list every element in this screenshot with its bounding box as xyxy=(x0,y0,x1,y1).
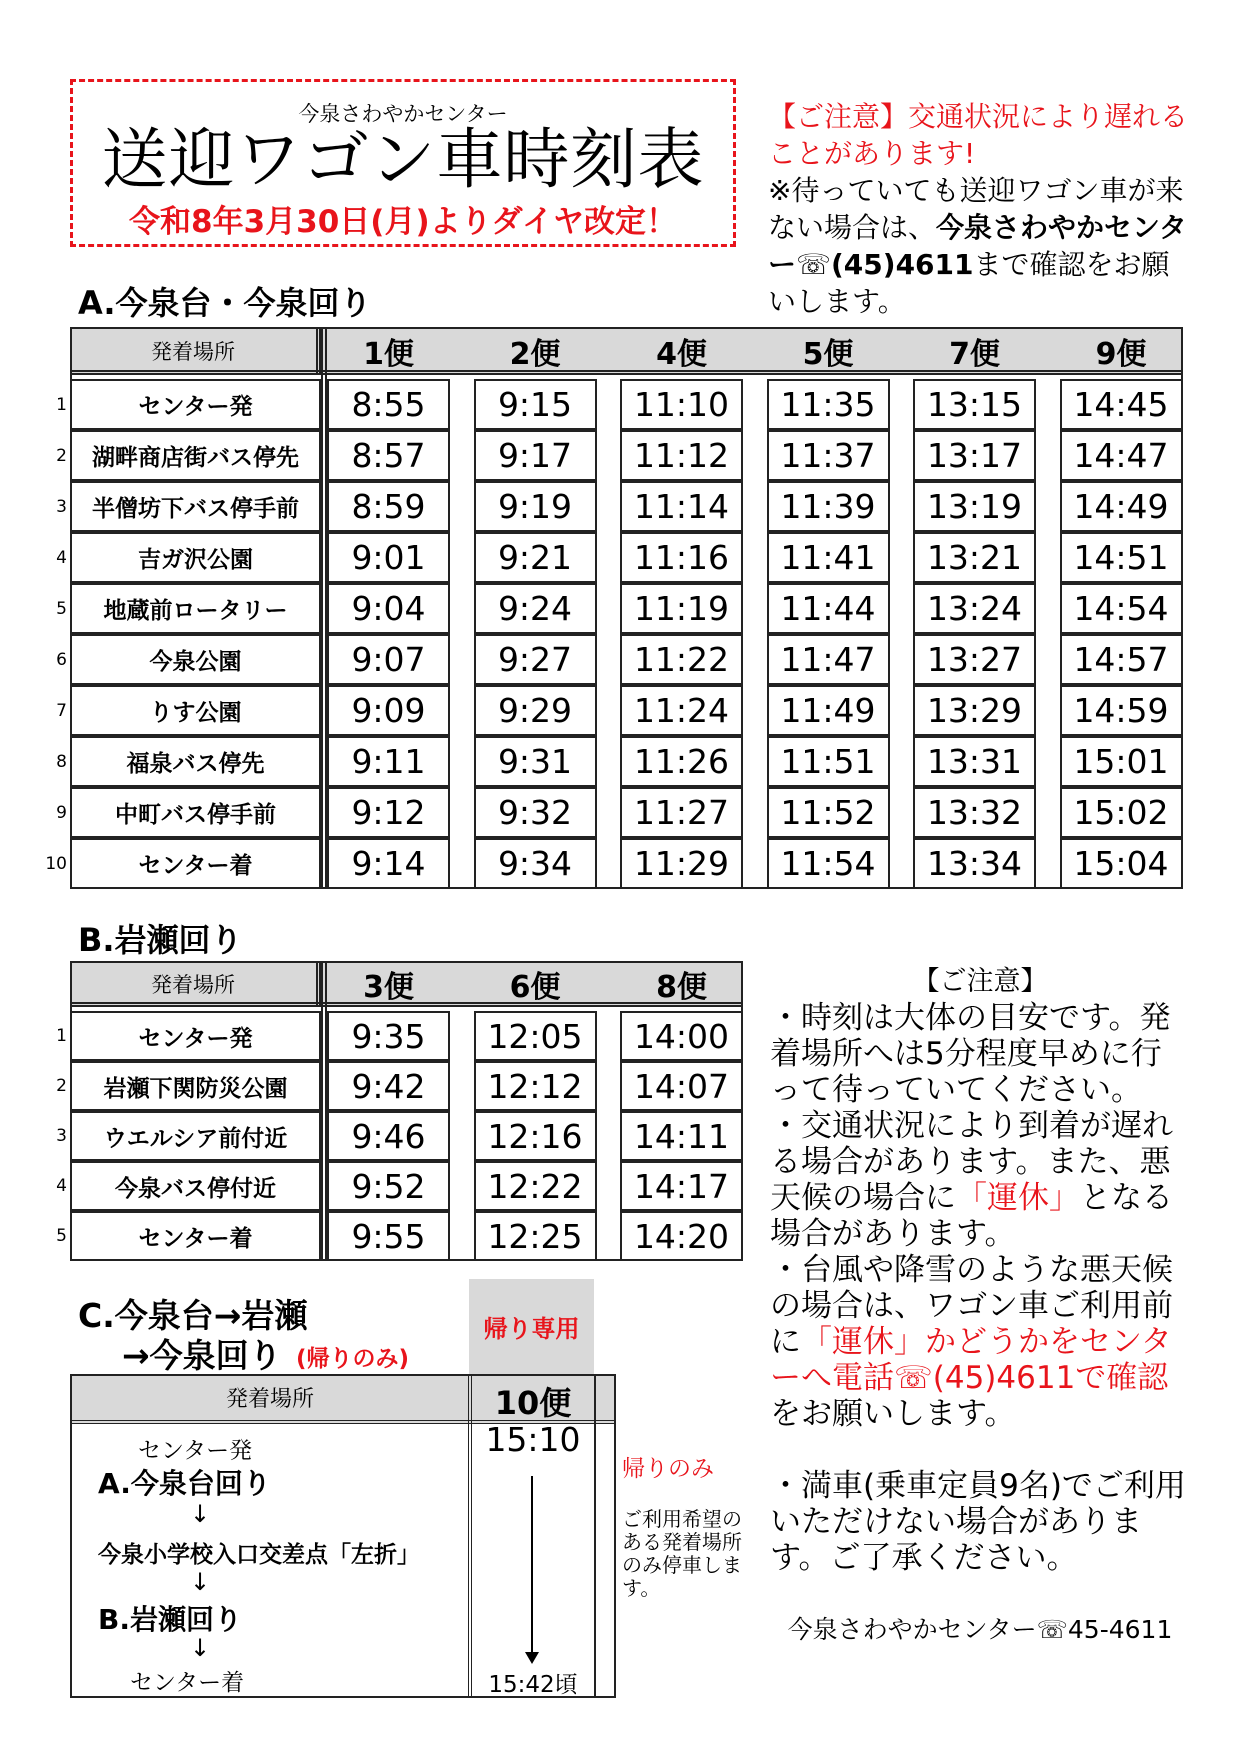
time-cell: 14:54 xyxy=(1060,583,1183,634)
top-notice xyxy=(768,98,1188,320)
time-cell: 9:55 xyxy=(327,1211,450,1261)
time-cell: 11:12 xyxy=(620,430,743,481)
row-number: 4 xyxy=(56,547,67,568)
time-cell: 13:19 xyxy=(913,481,1036,532)
delay-warning: 【ご注意】交通状況により遅れることがあります! xyxy=(768,100,1189,170)
bin-header: 1便 xyxy=(363,337,414,372)
time-cell: 13:24 xyxy=(913,583,1036,634)
row-number: 1 xyxy=(56,1026,67,1046)
time-cell: 9:32 xyxy=(474,787,597,838)
time-cell: 14:17 xyxy=(620,1161,743,1211)
time-cell: 13:31 xyxy=(913,736,1036,787)
time-cell: 9:31 xyxy=(474,736,597,787)
bin-header: 3便 xyxy=(363,970,414,1005)
time-cell: 9:21 xyxy=(474,532,597,583)
row-number: 5 xyxy=(56,1226,67,1246)
time-cell: 14:00 xyxy=(620,1011,743,1061)
time-cell: 13:21 xyxy=(913,532,1036,583)
time-cell: 13:29 xyxy=(913,685,1036,736)
time-cell: 13:17 xyxy=(913,430,1036,481)
time-cell: 11:24 xyxy=(620,685,743,736)
row-number: 9 xyxy=(56,802,67,823)
section-c-note: (帰りのみ) xyxy=(296,1346,410,1372)
route-step: 今泉小学校入口交差点「左折」 xyxy=(98,1542,420,1568)
time-cell: 9:24 xyxy=(474,583,597,634)
return-only-label: 帰り専用 xyxy=(469,1279,594,1374)
bin-header: 7便 xyxy=(949,337,1000,372)
stop-name: 岩瀬下関防災公園 xyxy=(70,1061,321,1111)
time-cell: 11:47 xyxy=(767,634,890,685)
time-cell: 12:22 xyxy=(474,1161,597,1211)
time-cell: 9:27 xyxy=(474,634,597,685)
time-cell: 9:07 xyxy=(327,634,450,685)
route-step: センター着 xyxy=(130,1670,245,1696)
time-cell: 8:59 xyxy=(327,481,450,532)
time-cell: 11:41 xyxy=(767,532,890,583)
stop-name: センター着 xyxy=(70,1211,321,1261)
section-b-title: B.岩瀬回り xyxy=(78,921,243,959)
stop-name: 地蔵前ロータリー xyxy=(70,583,321,634)
page-title: 送迎ワゴン車時刻表 xyxy=(101,121,705,198)
notes-heading: 【ご注意】 xyxy=(912,966,1048,997)
stop-name: 今泉公園 xyxy=(70,634,321,685)
stop-note: ご利用希望のある発着場所のみ停車します。 xyxy=(622,1507,742,1600)
time-cell: 9:19 xyxy=(474,481,597,532)
time-cell: 11:44 xyxy=(767,583,890,634)
place-header: 発着場所 xyxy=(70,327,321,375)
row-number: 2 xyxy=(56,1076,67,1096)
row-number: 5 xyxy=(56,598,67,619)
time-cell: 11:37 xyxy=(767,430,890,481)
time-cell: 13:34 xyxy=(913,838,1036,889)
bin-header: 2便 xyxy=(509,337,561,372)
time-cell: 14:45 xyxy=(1060,379,1183,430)
stop-name: センター着 xyxy=(70,838,321,889)
bin-header: 10便 xyxy=(494,1384,572,1422)
time-cell: 11:54 xyxy=(767,838,890,889)
time-cell: 9:09 xyxy=(327,685,450,736)
time-cell: 11:51 xyxy=(767,736,890,787)
arrow-head-icon xyxy=(525,1652,539,1664)
row-number: 7 xyxy=(56,700,67,721)
time-cell: 12:12 xyxy=(474,1061,597,1111)
note-3: ・台風や降雪のような悪天候の場合は、ワゴン車ご利用前に「運休」かどうかをセンターへ電話☏(45)4611で確認をお願いします。 xyxy=(770,1252,1173,1432)
arrow-down-icon: ↓ xyxy=(190,1500,211,1528)
row-number: 2 xyxy=(56,445,67,466)
time-cell: 15:02 xyxy=(1060,787,1183,838)
time-cell: 15:01 xyxy=(1060,736,1183,787)
stop-name: りす公園 xyxy=(70,685,321,736)
table-border xyxy=(70,327,1183,889)
time-cell: 11:19 xyxy=(620,583,743,634)
section-c-title-2: →今泉回り xyxy=(122,1336,282,1375)
row-number: 10 xyxy=(45,853,67,874)
time-cell: 9:29 xyxy=(474,685,597,736)
row-number: 6 xyxy=(56,649,67,670)
time-cell: 9:15 xyxy=(474,379,597,430)
time-cell: 12:05 xyxy=(474,1011,597,1061)
time-cell: 9:35 xyxy=(327,1011,450,1061)
depart-time: 15:10 xyxy=(485,1420,581,1459)
time-cell: 12:16 xyxy=(474,1111,597,1161)
time-cell: 14:59 xyxy=(1060,685,1183,736)
return-only-side: 帰りのみ xyxy=(622,1456,714,1482)
row-number: 8 xyxy=(56,751,67,772)
bin-header: 8便 xyxy=(656,970,707,1005)
time-cell: 13:15 xyxy=(913,379,1036,430)
note-2: ・交通状況により到着が遅れる場合があります。また、悪天候の場合に「運休」となる場合があります。 xyxy=(770,1108,1173,1252)
table-border xyxy=(70,961,743,1261)
stop-name: 湖畔商店街バス停先 xyxy=(70,430,321,481)
route-step: B.岩瀬回り xyxy=(98,1603,242,1636)
bin-header: 4便 xyxy=(656,337,707,372)
time-cell: 14:49 xyxy=(1060,481,1183,532)
bin-header: 6便 xyxy=(509,970,561,1005)
center-name: 今泉さわやかセンター xyxy=(298,102,508,126)
stop-name: 中町バス停手前 xyxy=(70,787,321,838)
time-cell: 11:14 xyxy=(620,481,743,532)
time-cell: 9:11 xyxy=(327,736,450,787)
time-cell: 14:47 xyxy=(1060,430,1183,481)
time-cell: 9:46 xyxy=(327,1111,450,1161)
place-header: 発着場所 xyxy=(70,961,321,1007)
stop-name: センター発 xyxy=(70,379,321,430)
stop-name: 半僧坊下バス停手前 xyxy=(70,481,321,532)
time-cell: 9:14 xyxy=(327,838,450,889)
section-c-title-1: C.今泉台→岩瀬 xyxy=(78,1296,308,1335)
stop-name: 福泉バス停先 xyxy=(70,736,321,787)
time-cell: 11:35 xyxy=(767,379,890,430)
revision-notice: 令和8年3月30日(月)よりダイヤ改定！ xyxy=(129,204,677,240)
time-cell: 9:12 xyxy=(327,787,450,838)
arrow-down-icon: ↓ xyxy=(190,1568,211,1596)
time-cell: 11:27 xyxy=(620,787,743,838)
timetable-c xyxy=(70,1374,616,1698)
time-cell: 13:27 xyxy=(913,634,1036,685)
time-cell: 9:04 xyxy=(327,583,450,634)
stop-name: センター発 xyxy=(70,1011,321,1061)
time-cell: 14:07 xyxy=(620,1061,743,1111)
time-cell: 11:39 xyxy=(767,481,890,532)
time-cell: 11:10 xyxy=(620,379,743,430)
bin-header: 9便 xyxy=(1095,337,1147,372)
time-cell: 11:29 xyxy=(620,838,743,889)
time-cell: 15:04 xyxy=(1060,838,1183,889)
stop-name: 今泉バス停付近 xyxy=(70,1161,321,1211)
bin-header: 5便 xyxy=(802,337,854,372)
time-cell: 9:42 xyxy=(327,1061,450,1111)
arrow-line-icon xyxy=(531,1476,533,1654)
time-cell: 11:16 xyxy=(620,532,743,583)
section-a-title: A.今泉台・今泉回り xyxy=(78,284,372,322)
row-number: 1 xyxy=(56,394,67,415)
time-cell: 11:26 xyxy=(620,736,743,787)
stop-name: 吉ガ沢公園 xyxy=(70,532,321,583)
row-number: 4 xyxy=(56,1176,67,1196)
place-header: 発着場所 xyxy=(225,1387,314,1412)
time-cell: 12:25 xyxy=(474,1211,597,1261)
route-step: センター発 xyxy=(138,1438,253,1464)
contact-info: 今泉さわやかセンター☏(45)4611 xyxy=(768,211,1187,281)
row-number: 3 xyxy=(56,496,67,517)
time-cell: 8:57 xyxy=(327,430,450,481)
time-cell: 14:57 xyxy=(1060,634,1183,685)
time-cell: 13:32 xyxy=(913,787,1036,838)
notes xyxy=(770,964,1190,1648)
time-cell: 9:34 xyxy=(474,838,597,889)
time-cell: 11:22 xyxy=(620,634,743,685)
notice-text: ※待っていても送迎ワゴン車が来ない場合は、 xyxy=(768,174,1184,244)
time-cell: 11:52 xyxy=(767,787,890,838)
arrive-time: 15:42頃 xyxy=(488,1672,578,1698)
row-number: 3 xyxy=(56,1126,67,1146)
note-4: ・満車(乗車定員9名)でご利用いただけない場合があります。ご了承ください。 xyxy=(770,1468,1186,1576)
time-cell: 14:51 xyxy=(1060,532,1183,583)
time-cell: 9:01 xyxy=(327,532,450,583)
time-cell: 8:55 xyxy=(327,379,450,430)
note-1: ・時刻は大体の目安です。発着場所へは5分程度早めに行って待っていてください。 xyxy=(770,1000,1171,1108)
time-cell: 14:11 xyxy=(620,1111,743,1161)
stop-name: ウエルシア前付近 xyxy=(70,1111,321,1161)
arrow-down-icon: ↓ xyxy=(190,1634,211,1662)
notice-text: まで確認をお願いします。 xyxy=(768,248,1170,318)
time-cell: 11:49 xyxy=(767,685,890,736)
time-cell: 9:17 xyxy=(474,430,597,481)
time-cell: 14:20 xyxy=(620,1211,743,1261)
route-step: A.今泉台回り xyxy=(98,1467,271,1500)
time-cell: 9:52 xyxy=(327,1161,450,1211)
title-box xyxy=(70,79,736,247)
footer-contact: 今泉さわやかセンター☏45-4611 xyxy=(787,1615,1173,1644)
